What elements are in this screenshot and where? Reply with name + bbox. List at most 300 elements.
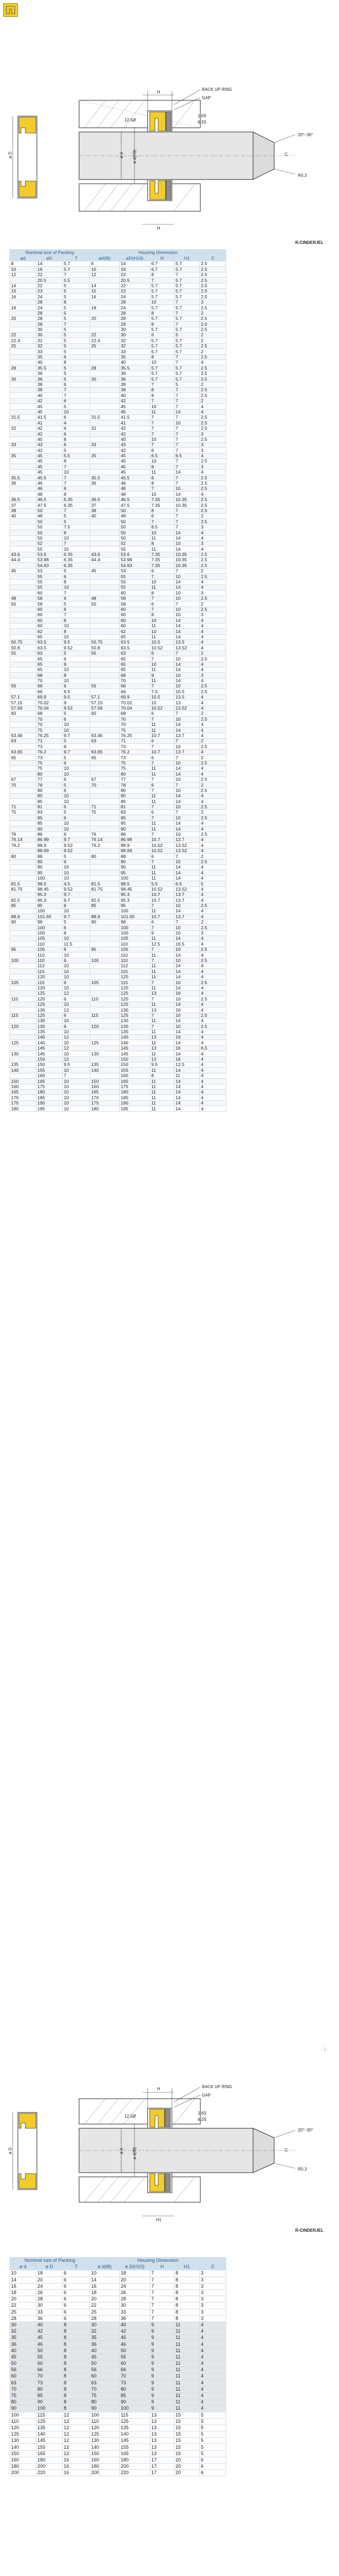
table-cell: 155 bbox=[120, 1068, 150, 1073]
table-cell: 48 bbox=[90, 596, 120, 601]
table-cell: 28 bbox=[90, 365, 120, 371]
table-cell bbox=[90, 327, 120, 332]
table-cell: 40 bbox=[36, 437, 63, 442]
table-cell: 35 bbox=[36, 354, 63, 360]
table-cell: 8 bbox=[150, 541, 175, 546]
table-cell: 36 bbox=[90, 2341, 120, 2347]
table-cell: 42 bbox=[120, 431, 150, 437]
table-cell bbox=[10, 1007, 36, 1013]
table-cell: 20 bbox=[175, 2457, 200, 2463]
table-cell: 20 bbox=[10, 316, 36, 321]
table-cell: 7 bbox=[150, 414, 175, 420]
table-row bbox=[10, 288, 226, 294]
table-cell: 6 bbox=[150, 513, 175, 518]
table-cell: 10 bbox=[150, 360, 175, 365]
table-cell: 14 bbox=[175, 1002, 200, 1007]
table-cell: 50 bbox=[36, 508, 63, 513]
table-cell: 12 bbox=[10, 272, 36, 277]
table-cell: 16.5 bbox=[175, 941, 200, 947]
table-cell: 60 bbox=[10, 711, 36, 716]
table-cell: 115 bbox=[36, 980, 63, 985]
table-cell: 6 bbox=[150, 782, 175, 788]
table-cell: 2.5 bbox=[200, 503, 226, 508]
table-cell: 6.35 bbox=[63, 563, 90, 568]
table-cell: 7 bbox=[150, 656, 175, 662]
table-row bbox=[10, 322, 226, 327]
table-cell: 16 bbox=[63, 2470, 90, 2476]
table-cell: 150 bbox=[90, 1079, 120, 1084]
table-cell: 7 bbox=[63, 590, 90, 596]
table-cell bbox=[90, 563, 120, 568]
table-cell: 11 bbox=[175, 2347, 200, 2354]
table-cell: 4 bbox=[200, 941, 226, 947]
table-cell: 4 bbox=[200, 1007, 226, 1013]
table-cell bbox=[90, 448, 120, 453]
table-cell: 53.6 bbox=[36, 552, 63, 557]
table-cell bbox=[10, 387, 36, 392]
table-cell: 17 bbox=[150, 2457, 175, 2463]
table-cell: 30 bbox=[36, 2303, 63, 2309]
table-row bbox=[10, 837, 226, 843]
table-cell bbox=[90, 590, 120, 596]
table-row bbox=[10, 1056, 226, 1062]
table-row bbox=[10, 2270, 226, 2277]
table-cell: 6 bbox=[63, 2270, 90, 2277]
table-cell bbox=[90, 1029, 120, 1034]
table-cell bbox=[10, 404, 36, 409]
table-row bbox=[10, 387, 226, 392]
table-cell: 11 bbox=[150, 964, 175, 969]
table-cell: 2.5 bbox=[200, 996, 226, 1002]
label-backup: BACK UP RING bbox=[202, 87, 233, 92]
table-cell: 40 bbox=[10, 2347, 36, 2354]
table-cell: 45 bbox=[10, 568, 36, 573]
table-cell: 10 bbox=[63, 1079, 90, 1084]
table-cell: 30 bbox=[10, 2322, 36, 2328]
table-cell: 155 bbox=[36, 2444, 63, 2450]
table-cell bbox=[10, 574, 36, 579]
table-cell: 70.02 bbox=[120, 700, 150, 705]
table-cell: 2.5 bbox=[200, 1013, 226, 1018]
table-cell: 10 bbox=[175, 947, 200, 952]
table-cell: 11 bbox=[150, 1040, 175, 1045]
table-cell: 10 bbox=[175, 903, 200, 908]
column-header: ø D bbox=[36, 2264, 63, 2270]
table-cell: 63.65 bbox=[10, 749, 36, 754]
table-cell: 180 bbox=[90, 2464, 120, 2470]
table-cell: 6 bbox=[63, 744, 90, 749]
table-row bbox=[10, 563, 226, 568]
table-cell bbox=[10, 535, 36, 541]
table-cell: 7 bbox=[150, 903, 175, 908]
table-cell: 125 bbox=[120, 2418, 150, 2424]
table-cell: 12 bbox=[63, 1056, 90, 1062]
table-cell: 40 bbox=[36, 393, 63, 398]
table-row bbox=[10, 1040, 226, 1045]
table-cell: 10 bbox=[63, 634, 90, 639]
table-cell: 14 bbox=[175, 909, 200, 914]
table-cell: 5 bbox=[175, 333, 200, 338]
label-h1: H1 bbox=[156, 2218, 162, 2222]
table-cell: 32 bbox=[10, 2328, 36, 2335]
column-header: T bbox=[63, 256, 90, 261]
table-cell: 50 bbox=[10, 2361, 36, 2367]
table-cell: 35.5 bbox=[120, 365, 150, 371]
table-cell: 7 bbox=[175, 650, 200, 656]
table-cell: 120 bbox=[90, 2424, 120, 2431]
table-cell: 14 bbox=[175, 1079, 200, 1084]
table-cell: 8 bbox=[63, 360, 90, 365]
table-cell: 7 bbox=[175, 508, 200, 513]
table-cell: 36.5 bbox=[10, 497, 36, 502]
table-cell: 6 bbox=[63, 486, 90, 492]
table-cell: 13.52 bbox=[175, 705, 200, 711]
table-cell: 32 bbox=[120, 338, 150, 343]
label-r03: R0.3 bbox=[298, 173, 307, 178]
table-cell: 45 bbox=[36, 2335, 63, 2341]
table-cell: 28 bbox=[36, 322, 63, 327]
table-cell: 75 bbox=[36, 766, 63, 771]
table-row bbox=[10, 492, 226, 497]
table-cell: 110 bbox=[36, 952, 63, 958]
table-cell: 18 bbox=[90, 305, 120, 310]
table-cell: 20 bbox=[90, 2296, 120, 2303]
table-cell: 7 bbox=[175, 442, 200, 447]
table-cell: 7 bbox=[150, 442, 175, 447]
table-cell: 13.7 bbox=[175, 837, 200, 843]
table-cell: 12 bbox=[63, 1007, 90, 1013]
table-cell: 22 bbox=[36, 272, 63, 277]
table-cell: 7 bbox=[175, 810, 200, 815]
table-cell: 8 bbox=[63, 930, 90, 936]
table-cell: 160 bbox=[90, 2457, 120, 2463]
table-cell: 2 bbox=[200, 919, 226, 924]
table-cell: 80 bbox=[120, 2386, 150, 2392]
table-cell: 4 bbox=[200, 898, 226, 903]
label-h-lower: H bbox=[157, 226, 160, 231]
table-row bbox=[10, 2335, 226, 2341]
table-cell bbox=[10, 437, 36, 442]
table-cell: 86 bbox=[36, 832, 63, 837]
table-row bbox=[10, 2405, 226, 2412]
table-cell: 10 bbox=[63, 678, 90, 683]
table-cell: 14 bbox=[175, 875, 200, 881]
table-cell: 75 bbox=[120, 728, 150, 733]
table-cell: 53.6 bbox=[120, 552, 150, 557]
table-row bbox=[10, 508, 226, 513]
table-cell: 55 bbox=[120, 2354, 150, 2360]
column-header: H1 bbox=[175, 2264, 200, 2270]
table-cell: 5 bbox=[200, 2418, 226, 2424]
table-cell: 10 bbox=[175, 788, 200, 793]
table-cell: 14 bbox=[175, 546, 200, 552]
table-cell: 63 bbox=[10, 738, 36, 743]
table-cell: 85 bbox=[120, 820, 150, 826]
table-cell: 5 bbox=[63, 404, 90, 409]
table-cell: 88.69 bbox=[120, 848, 150, 853]
table-row bbox=[10, 2380, 226, 2386]
table-cell: 10 bbox=[90, 2270, 120, 2277]
profile-label: R-CINDERJEL bbox=[295, 240, 324, 245]
table-cell: 13 bbox=[150, 1035, 175, 1040]
table-cell: 90 bbox=[120, 864, 150, 870]
table-cell: 54.63 bbox=[36, 563, 63, 568]
table-row bbox=[10, 678, 226, 683]
table-cell: 14 bbox=[175, 1051, 200, 1056]
table-cell: 60 bbox=[36, 618, 63, 623]
table-cell: 5 bbox=[200, 2438, 226, 2444]
table-cell: 4 bbox=[200, 535, 226, 541]
table-cell: 66 bbox=[120, 689, 150, 694]
table-cell bbox=[10, 892, 36, 897]
table-cell: 8 bbox=[63, 618, 90, 623]
table-cell: 140 bbox=[36, 1035, 63, 1040]
table-cell bbox=[90, 354, 120, 360]
table-cell: 70 bbox=[90, 2386, 120, 2392]
table-cell: 8 bbox=[175, 2296, 200, 2303]
table-cell: 76.25 bbox=[120, 733, 150, 738]
table-cell: 2.5 bbox=[200, 354, 226, 360]
table-cell: 175 bbox=[120, 1084, 150, 1089]
table-cell: 10.5 bbox=[175, 689, 200, 694]
label-h: H bbox=[157, 90, 160, 95]
label-phi-d: ø d bbox=[119, 152, 124, 158]
table-cell bbox=[90, 623, 120, 628]
table-cell bbox=[90, 952, 120, 958]
table-cell bbox=[90, 349, 120, 354]
table-cell: 73 bbox=[36, 755, 63, 760]
table-cell: 110 bbox=[90, 2418, 120, 2424]
table-row bbox=[10, 820, 226, 826]
table-cell: 26 bbox=[120, 2289, 150, 2296]
table-cell: 10 bbox=[63, 1040, 90, 1045]
table-cell: 12.5 bbox=[175, 1062, 200, 1068]
table-cell: 28 bbox=[36, 316, 63, 321]
table-cell bbox=[10, 629, 36, 634]
table-cell: 12 bbox=[90, 272, 120, 277]
table-cell: 24 bbox=[36, 305, 63, 310]
table-cell: 22 bbox=[120, 283, 150, 288]
table-cell: 2.5 bbox=[200, 519, 226, 524]
table-cell: 120 bbox=[120, 974, 150, 979]
table-cell: 60 bbox=[36, 623, 63, 628]
table-cell: 14 bbox=[175, 492, 200, 497]
table-cell: 9.7 bbox=[63, 892, 90, 897]
table-cell: 165 bbox=[36, 2450, 63, 2457]
table-cell: 125 bbox=[10, 1040, 36, 1045]
table-cell bbox=[90, 744, 120, 749]
table-cell: 11 bbox=[150, 1068, 175, 1073]
table-cell: 7 bbox=[63, 272, 90, 277]
table-cell: 63.5 bbox=[36, 645, 63, 650]
table-cell: 2.5 bbox=[200, 365, 226, 371]
table-cell: 11 bbox=[150, 469, 175, 475]
table-cell: 71 bbox=[36, 738, 63, 743]
table-cell: 11 bbox=[150, 952, 175, 958]
table-cell: 24 bbox=[120, 2283, 150, 2289]
table-cell: 70.04 bbox=[36, 705, 63, 711]
table-row bbox=[10, 2296, 226, 2303]
table-cell: 10.35 bbox=[175, 563, 200, 568]
table-cell: 7 bbox=[150, 980, 175, 985]
table-cell: 41.5 bbox=[36, 414, 63, 420]
table-cell: 2.5 bbox=[200, 596, 226, 601]
table-cell: 180 bbox=[90, 1106, 120, 1111]
table-cell: 190 bbox=[36, 1100, 63, 1106]
table-cell: 11 bbox=[150, 826, 175, 832]
table-cell: 11 bbox=[150, 864, 175, 870]
table-row bbox=[10, 524, 226, 530]
table-cell: 11 bbox=[150, 793, 175, 798]
table-cell: 98.45 bbox=[36, 886, 63, 892]
table-cell: 5.7 bbox=[175, 261, 200, 267]
table-cell: 41 bbox=[120, 420, 150, 426]
table-cell bbox=[10, 492, 36, 497]
table-cell: 10 bbox=[175, 656, 200, 662]
table-cell: 6 bbox=[63, 832, 90, 837]
table-cell: 125 bbox=[120, 1002, 150, 1007]
table-cell: 60 bbox=[120, 607, 150, 612]
table-cell: 50 bbox=[10, 601, 36, 607]
table-cell: 80 bbox=[120, 793, 150, 798]
table-cell: 40 bbox=[120, 437, 150, 442]
table-cell: 125 bbox=[36, 1013, 63, 1018]
table-cell: 11 bbox=[150, 722, 175, 727]
table-cell: 3 bbox=[200, 590, 226, 596]
label-c: C bbox=[285, 152, 288, 157]
table-cell: 22 bbox=[90, 2303, 120, 2309]
table-cell: 60 bbox=[10, 2373, 36, 2380]
table-cell: 85 bbox=[90, 903, 120, 908]
table-cell: 4 bbox=[200, 1040, 226, 1045]
table-cell bbox=[10, 623, 36, 628]
table-cell: 5.7 bbox=[150, 349, 175, 354]
table-cell: 7 bbox=[63, 1073, 90, 1078]
label-width-d: 12.5Ø bbox=[124, 118, 136, 122]
table-cell: 50 bbox=[90, 601, 120, 607]
table-cell bbox=[90, 1073, 120, 1078]
table-cell: 63.46 bbox=[90, 733, 120, 738]
table-row bbox=[10, 371, 226, 376]
table-row bbox=[10, 272, 226, 277]
table-cell: 45 bbox=[120, 404, 150, 409]
table-cell: 50 bbox=[120, 535, 150, 541]
table-cell bbox=[90, 722, 120, 727]
table-row bbox=[10, 990, 226, 996]
table-cell: 7 bbox=[175, 459, 200, 464]
table-cell: 48 bbox=[120, 513, 150, 518]
table-cell: 165 bbox=[120, 2450, 150, 2457]
table-row bbox=[10, 2444, 226, 2450]
table-cell: 5.7 bbox=[175, 327, 200, 332]
table-cell: 7 bbox=[150, 382, 175, 387]
table-cell: 4 bbox=[200, 964, 226, 969]
table-cell: 6 bbox=[63, 2283, 90, 2289]
table-cell: 4 bbox=[200, 579, 226, 584]
table-cell: 12 bbox=[63, 2431, 90, 2438]
table-cell: 58 bbox=[36, 601, 63, 607]
table-cell: 7 bbox=[150, 2283, 175, 2289]
u-cup-profile-icon bbox=[3, 3, 18, 17]
table-cell: 10 bbox=[175, 1024, 200, 1029]
table-cell: 120 bbox=[36, 996, 63, 1002]
table-cell: 65 bbox=[120, 662, 150, 667]
table-cell: 65 bbox=[90, 755, 120, 760]
table-cell: 30 bbox=[120, 333, 150, 338]
table-cell: 5 bbox=[63, 519, 90, 524]
table-cell: 9.7 bbox=[63, 749, 90, 754]
table-cell: 78 bbox=[120, 782, 150, 788]
table-cell: 10 bbox=[63, 667, 90, 672]
table-cell: 30 bbox=[120, 2303, 150, 2309]
table-cell: 5 bbox=[63, 601, 90, 607]
table-cell: 11 bbox=[175, 2386, 200, 2392]
table-cell: 5 bbox=[63, 376, 90, 382]
table-cell: 15 bbox=[175, 2444, 200, 2450]
table-cell: 14 bbox=[175, 1100, 200, 1106]
table-cell: 55 bbox=[120, 579, 150, 584]
table-cell: 105 bbox=[36, 947, 63, 952]
table-row bbox=[10, 804, 226, 809]
table-cell: 2.5 bbox=[200, 716, 226, 722]
table-cell: 5.7 bbox=[175, 343, 200, 348]
table-cell: 10 bbox=[175, 607, 200, 612]
table-cell: 20 bbox=[120, 2277, 150, 2283]
table-cell: 7 bbox=[150, 958, 175, 963]
table-cell: 28 bbox=[120, 310, 150, 316]
table-cell: 6 bbox=[63, 980, 90, 985]
table-cell: 5.7 bbox=[175, 278, 200, 283]
table-cell: 24 bbox=[36, 294, 63, 299]
table-cell: 150 bbox=[10, 1079, 36, 1084]
table-cell: 20.5 bbox=[120, 278, 150, 283]
table-cell: 4 bbox=[200, 2322, 226, 2328]
table-cell bbox=[10, 354, 36, 360]
table-cell: 53.98 bbox=[36, 558, 63, 563]
table-cell: 2.5 bbox=[200, 420, 226, 426]
table-cell: 11 bbox=[175, 2322, 200, 2328]
table-cell: 5.7 bbox=[150, 316, 175, 321]
table-cell: 200 bbox=[10, 2470, 36, 2476]
table-row bbox=[10, 1024, 226, 1029]
table-cell: 10 bbox=[150, 629, 175, 634]
table-cell: 46 bbox=[120, 480, 150, 486]
table-cell: 10 bbox=[63, 1095, 90, 1100]
table-cell: 115 bbox=[120, 969, 150, 974]
table-cell: 20 bbox=[175, 2470, 200, 2476]
table-cell: 12 bbox=[63, 990, 90, 996]
table-cell: 110 bbox=[120, 941, 150, 947]
table-cell bbox=[10, 820, 36, 826]
table-cell: 5.7 bbox=[150, 338, 175, 343]
table-cell: 28 bbox=[120, 2296, 150, 2303]
table-cell bbox=[90, 469, 120, 475]
table-cell: 3 bbox=[200, 2309, 226, 2315]
table-row bbox=[10, 815, 226, 820]
table-cell bbox=[10, 409, 36, 414]
table-cell: 46 bbox=[120, 486, 150, 492]
table-cell: 100 bbox=[90, 2412, 120, 2418]
table-cell bbox=[10, 985, 36, 990]
table-cell: 4 bbox=[200, 1079, 226, 1084]
table-cell: 45 bbox=[36, 404, 63, 409]
table-cell: 12 bbox=[63, 2444, 90, 2450]
table-cell: 55 bbox=[10, 650, 36, 656]
table-cell: 5 bbox=[63, 294, 90, 299]
table-cell: 60 bbox=[36, 2361, 63, 2367]
table-cell: 105 bbox=[10, 980, 36, 985]
table-cell: 5.7 bbox=[63, 267, 90, 272]
